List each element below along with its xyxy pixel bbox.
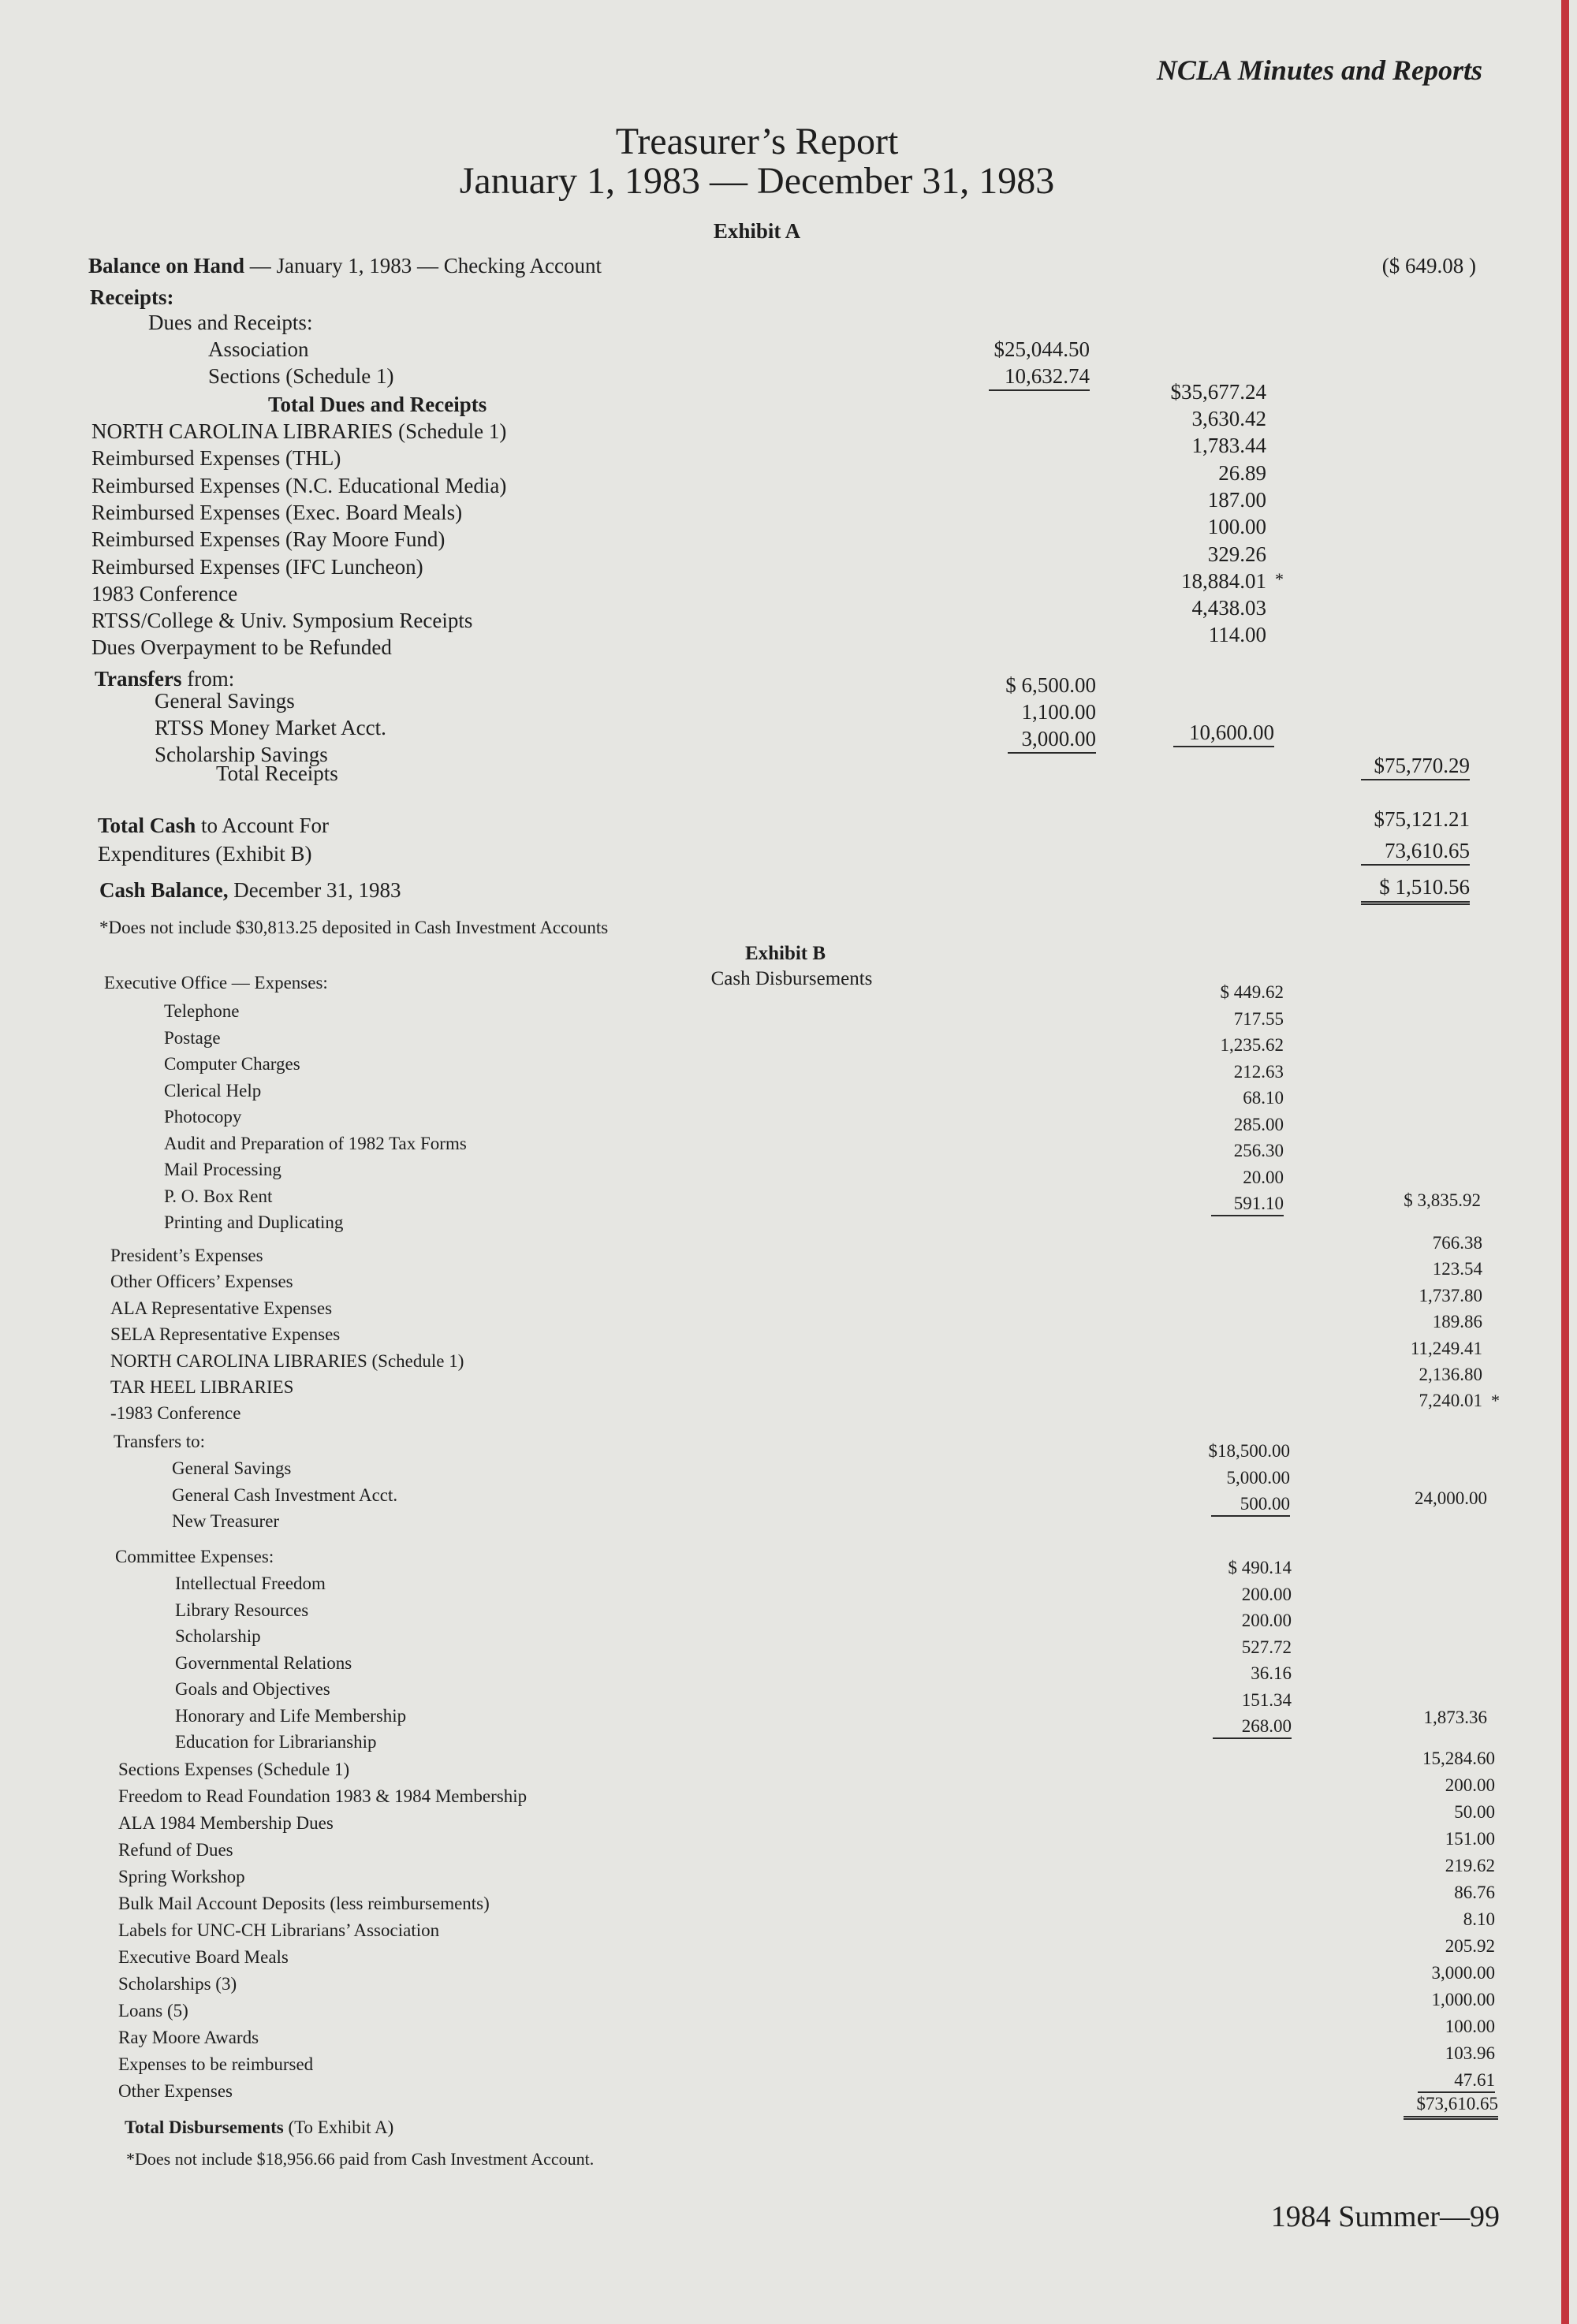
committee-item	[0, 1558, 1577, 1600]
receipt-item-value: 4,438.03	[1191, 596, 1266, 620]
running-header: NCLA Minutes and Reports	[1156, 54, 1482, 86]
disbursement-item-value: 11,249.41	[1410, 1338, 1482, 1358]
disbursement-item-value: 15,284.60	[1422, 1749, 1495, 1768]
exec-expense-item-value: 285.00	[1233, 1114, 1284, 1134]
disbursement-item	[0, 1749, 1577, 1786]
committee-total-value: 1,873.36	[1423, 1708, 1487, 1727]
disbursement-item-label: Loans (5)	[118, 2001, 188, 2020]
exec-expense-item-value: 591.10	[1211, 1194, 1284, 1216]
committee-item-value: 36.16	[1251, 1663, 1292, 1683]
transfer-from-item-value: $ 6,500.00	[1005, 673, 1096, 697]
committee-item-label: Governmental Relations	[175, 1652, 352, 1673]
committee-item	[0, 1637, 1577, 1680]
disbursement-item-value: 50.00	[1454, 1802, 1495, 1822]
receipt-item-label: Reimbursed Expenses (Ray Moore Fund)	[91, 527, 446, 552]
total-cash-value: $75,121.21	[1374, 807, 1470, 831]
receipt-item-label: RTSS/College & Univ. Symposium Receipts	[91, 609, 473, 633]
total-receipts-value: $75,770.29	[1361, 754, 1470, 780]
receipt-item-value: 18,884.01	[1181, 568, 1266, 593]
expenditures-row	[0, 839, 1577, 866]
committee-item-label: Intellectual Freedom	[175, 1574, 326, 1593]
committee-item-value: 200.00	[1241, 1611, 1292, 1630]
committee-label: Committee Expenses:	[115, 1547, 274, 1566]
receipt-item-label: Dues Overpayment to be Refunded	[91, 635, 392, 660]
receipt-item-value: 114.00	[1208, 623, 1266, 647]
transfer-from-item-value: 3,000.00	[1008, 727, 1096, 754]
association-row	[0, 337, 1577, 364]
exec-expense-item-value: 1,235.62	[1220, 1035, 1284, 1055]
committee-row	[0, 1547, 1577, 1574]
receipt-item-label: Reimbursed Expenses (N.C. Educational Media)	[91, 473, 507, 497]
disbursement-item-value: 219.62	[1445, 1856, 1495, 1875]
exec-office-label: Executive Office — Expenses:	[104, 973, 328, 993]
committee-item-label: Scholarship	[175, 1626, 261, 1646]
disbursement-item-value: 47.61	[1418, 2070, 1495, 2093]
transfers-total-row	[0, 721, 1577, 747]
disbursement-item-value: 100.00	[1445, 2017, 1495, 2036]
disbursement-item	[0, 1391, 1577, 1430]
sections-value: 10,632.74	[989, 364, 1090, 391]
disbursement-item	[0, 1856, 1577, 1894]
committee-item-label: Honorary and Life Membership	[175, 1705, 407, 1726]
sections-row	[0, 364, 1577, 391]
transfers-to-total-row	[0, 1488, 1577, 1515]
transfer-to-item-label: General Cash Investment Acct.	[172, 1484, 398, 1505]
association-value: $25,044.50	[994, 337, 1090, 361]
disbursement-item-label: Ray Moore Awards	[118, 2028, 259, 2047]
transfer-to-item-value: 5,000.00	[1226, 1467, 1290, 1488]
exec-expense-item-label: P. O. Box Rent	[164, 1186, 273, 1206]
exec-expense-item-label: Audit and Preparation of 1982 Tax Forms	[164, 1133, 467, 1153]
exec-expense-item-value: 717.55	[1233, 1008, 1284, 1029]
disbursement-item-value: 3,000.00	[1431, 1963, 1495, 1983]
total-cash-row	[0, 807, 1577, 837]
disbursement-item-value: 766.38	[1432, 1233, 1482, 1253]
disbursement-item-label: President’s Expenses	[110, 1246, 263, 1265]
receipt-item-value: 3,630.42	[1191, 407, 1266, 430]
receipt-item	[0, 407, 1577, 446]
exec-expense-item-value: $ 449.62	[1220, 982, 1284, 1002]
disbursement-item-label: ALA Representative Expenses	[110, 1298, 333, 1318]
exhibit-a-heading: Exhibit A	[713, 219, 801, 243]
disbursement-item	[0, 1883, 1577, 1920]
report-title: Treasurer’s Report	[615, 121, 899, 162]
disbursement-item-label: Sections Expenses (Schedule 1)	[118, 1760, 350, 1779]
cash-balance-label: Cash Balance, December 31, 1983	[99, 878, 401, 902]
disbursement-item	[0, 2043, 1577, 2081]
exec-expense-item-value: 68.10	[1243, 1088, 1284, 1108]
disbursement-item-label: ALA 1984 Membership Dues	[118, 1813, 334, 1833]
receipt-item	[0, 460, 1577, 501]
receipt-item-label: Reimbursed Expenses (THL)	[91, 446, 341, 471]
exec-expense-item-label: Mail Processing	[164, 1160, 281, 1179]
transfer-to-item-value: 500.00	[1211, 1494, 1290, 1517]
receipt-item-value: 100.00	[1207, 515, 1266, 539]
disbursement-item-label: Spring Workshop	[118, 1867, 245, 1886]
disbursement-item-label: Other Officers’ Expenses	[110, 1272, 293, 1292]
footnote-marker: *	[1491, 1391, 1500, 1411]
transfer-from-item-value: 1,100.00	[1021, 700, 1096, 724]
receipt-item-value: 26.89	[1218, 460, 1266, 485]
receipt-item-label: Reimbursed Expenses (IFC Luncheon)	[91, 554, 423, 579]
disbursement-item-value: 7,240.01	[1419, 1391, 1482, 1411]
receipt-item	[0, 434, 1577, 473]
dues-label: Dues and Receipts:	[148, 311, 313, 334]
disbursement-item-value: 2,136.80	[1419, 1365, 1482, 1384]
receipts-heading: Receipts:	[90, 285, 174, 309]
receipt-item	[0, 568, 1577, 609]
disbursement-item	[0, 1365, 1577, 1404]
disbursement-item	[0, 1285, 1577, 1325]
committee-item-value: $ 490.14	[1228, 1558, 1292, 1577]
receipt-item	[0, 515, 1577, 554]
transfer-from-item-label: RTSS Money Market Acct.	[155, 716, 386, 739]
transfer-from-item-label: General Savings	[155, 689, 295, 713]
receipt-item	[0, 487, 1577, 527]
disbursement-item	[0, 1338, 1577, 1378]
disbursement-item-label: Freedom to Read Foundation 1983 & 1984 Membership	[118, 1786, 528, 1806]
disbursement-item	[0, 2070, 1577, 2108]
total-dues-value: $35,677.24	[1170, 380, 1266, 404]
total-disbursements-value: $73,610.65	[1404, 2094, 1498, 2120]
disbursement-item-value: 200.00	[1445, 1775, 1495, 1795]
exec-expense-item-value: 212.63	[1233, 1061, 1284, 1082]
committee-item	[0, 1584, 1577, 1627]
receipt-item-label: NORTH CAROLINA LIBRARIES (Schedule 1)	[91, 419, 507, 443]
disbursement-item-label: Scholarships (3)	[118, 1974, 237, 1994]
committee-item-value: 200.00	[1241, 1584, 1292, 1604]
disbursement-item-value: 205.92	[1445, 1936, 1495, 1956]
exhibit-b-subheading: Cash Disbursements	[710, 968, 873, 989]
total-disbursements-row	[0, 2094, 1577, 2140]
exhibit-b-heading: Exhibit B	[744, 943, 826, 964]
disbursement-item-value: 151.00	[1445, 1829, 1495, 1849]
disbursement-item-value: 1,737.80	[1419, 1285, 1482, 1305]
cash-balance-value: $ 1,510.56	[1361, 875, 1470, 905]
exec-expense-item-label: Computer Charges	[164, 1054, 300, 1074]
disbursement-item-label: SELA Representative Expenses	[110, 1324, 341, 1345]
exhibit-a-footnote: *Does not include $30,813.25 deposited in Cash Investment Accounts	[99, 918, 609, 937]
receipt-item-value: 187.00	[1207, 487, 1266, 512]
exec-expense-item-value: 256.30	[1233, 1141, 1284, 1160]
receipt-item	[0, 596, 1577, 635]
exhibit-b-footnote: *Does not include $18,956.66 paid from Cash Investment Account.	[126, 2149, 595, 2169]
exec-expense-item-label: Photocopy	[164, 1107, 242, 1127]
receipt-item	[0, 542, 1577, 582]
transfers-to-label: Transfers to:	[114, 1432, 206, 1451]
disbursement-item	[0, 1936, 1577, 1974]
receipt-item-label: Reimbursed Expenses (Exec. Board Meals)	[91, 500, 463, 524]
balance-value: ($ 649.08 )	[1381, 254, 1476, 277]
committee-item-label: Education for Librarianship	[175, 1732, 377, 1752]
disbursement-item-value: 86.76	[1454, 1883, 1495, 1902]
disbursement-item-value: 103.96	[1445, 2043, 1495, 2063]
total-receipts-label: Total Receipts	[216, 762, 338, 785]
committee-item-value: 268.00	[1213, 1716, 1292, 1739]
disbursement-item-label: Executive Board Meals	[118, 1947, 289, 1967]
receipt-item	[0, 623, 1577, 662]
disbursement-item-label: Bulk Mail Account Deposits (less reimbursements)	[118, 1894, 490, 1913]
exec-expense-item-label: Telephone	[164, 1001, 240, 1021]
transfer-to-item-label: General Savings	[172, 1458, 292, 1478]
exec-expense-item-label: Postage	[164, 1027, 221, 1048]
dues-label-row	[0, 311, 1577, 337]
disbursement-item-label: Labels for UNC-CH Librarians’ Association	[118, 1920, 440, 1940]
exec-expense-item-label: Clerical Help	[164, 1080, 262, 1101]
receipts-heading-row	[0, 285, 1577, 312]
disbursement-item-label: TAR HEEL LIBRARIES	[110, 1377, 294, 1397]
exec-total-value: $ 3,835.92	[1404, 1190, 1481, 1210]
disbursement-item-value: 1,000.00	[1431, 1990, 1495, 2009]
expenditures-value: 73,610.65	[1361, 839, 1470, 866]
transfer-to-item-label: New Treasurer	[172, 1511, 280, 1531]
disbursement-item	[0, 1312, 1577, 1351]
disbursement-item	[0, 1775, 1577, 1813]
total-dues-row	[0, 380, 1577, 419]
total-dues-label: Total Dues and Receipts	[268, 393, 487, 416]
disbursement-item-value: 8.10	[1463, 1909, 1495, 1929]
receipt-item-value: 329.26	[1207, 542, 1266, 566]
disbursement-item-label: Other Expenses	[118, 2081, 233, 2101]
disbursement-item	[0, 1233, 1577, 1272]
disbursement-item	[0, 1990, 1577, 2028]
disbursement-item-value: 123.54	[1432, 1259, 1482, 1279]
report-period: January 1, 1983 — December 31, 1983	[459, 160, 1055, 202]
exec-expense-item-value: 20.00	[1243, 1167, 1284, 1187]
committee-item	[0, 1663, 1577, 1706]
committee-item-value: 527.72	[1241, 1637, 1292, 1657]
disbursement-item-label: NORTH CAROLINA LIBRARIES (Schedule 1)	[110, 1350, 464, 1371]
committee-item-label: Library Resources	[175, 1600, 309, 1620]
disbursement-item-label: -1983 Conference	[110, 1403, 241, 1424]
total-disbursements-label: Total Disbursements (To Exhibit A)	[125, 2117, 394, 2137]
exec-total-row	[0, 1190, 1577, 1217]
exec-office-row	[0, 973, 1577, 1000]
balance-label: Balance on Hand — January 1, 1983 — Checking Account	[88, 254, 602, 277]
expenditures-label: Expenditures (Exhibit B)	[98, 842, 312, 866]
disbursement-item	[0, 1963, 1577, 2001]
committee-item-label: Goals and Objectives	[175, 1679, 330, 1699]
disbursement-item-label: Refund of Dues	[118, 1840, 233, 1860]
page-footer: 1984 Summer—99	[1270, 2200, 1500, 2233]
association-label: Association	[208, 337, 309, 361]
committee-total-row	[0, 1705, 1577, 1734]
cash-balance-row	[0, 875, 1577, 902]
sections-label: Sections (Schedule 1)	[208, 364, 394, 388]
total-cash-label: Total Cash to Account For	[98, 814, 330, 837]
disbursement-item-label: Expenses to be reimbursed	[118, 2054, 314, 2074]
disbursement-item-value: 189.86	[1432, 1312, 1482, 1332]
transfers-to-row	[0, 1432, 1577, 1458]
balance-row	[0, 254, 1577, 281]
committee-item-value: 151.34	[1241, 1689, 1292, 1710]
transfers-total-value: 10,600.00	[1173, 721, 1274, 747]
transfer-from-item-label: Scholarship Savings	[155, 743, 328, 766]
disbursement-item	[0, 1259, 1577, 1298]
receipt-item-label: 1983 Conference	[91, 581, 238, 605]
disbursement-item	[0, 2017, 1577, 2054]
receipt-item-value: 1,783.44	[1191, 434, 1266, 458]
footnote-marker: *	[1275, 568, 1284, 589]
disbursement-item	[0, 1802, 1577, 1840]
disbursement-item	[0, 1829, 1577, 1867]
transfers-from-label: Transfers from:	[95, 667, 235, 691]
exec-expense-item-label: Printing and Duplicating	[164, 1212, 344, 1232]
transfers-to-total-value: 24,000.00	[1415, 1488, 1487, 1508]
committee-item	[0, 1611, 1577, 1653]
disbursement-item	[0, 1909, 1577, 1947]
transfer-to-item-value: $18,500.00	[1208, 1441, 1290, 1461]
